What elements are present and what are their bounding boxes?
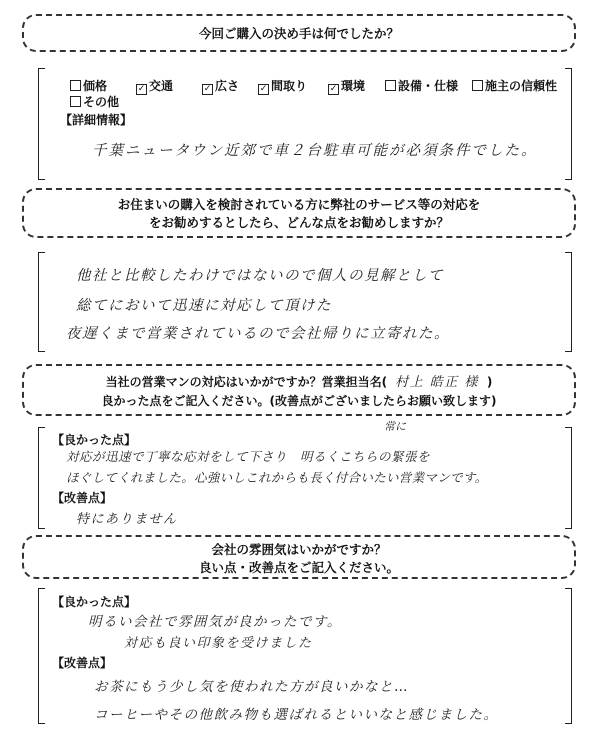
detail-label: 【詳細情報】 <box>60 113 133 127</box>
answer-1-bracket-right <box>565 68 572 180</box>
checkbox-label: 施主の信頼性 <box>485 79 558 93</box>
answer-3-bracket-right <box>565 427 572 529</box>
answer-2-line-1: 他社と比較したわけではないので個人の見解として <box>76 268 444 284</box>
checkbox-checked-icon[interactable]: ✓ <box>137 84 146 94</box>
answer-2-line-2: 総てにおいて迅速に対応して頂けた <box>76 298 332 314</box>
q3-good-label: 【良かった点】 <box>52 433 137 447</box>
question-4-box <box>22 535 576 579</box>
answer-4-bracket-right <box>565 588 572 724</box>
answer-2-bracket-left <box>38 252 45 352</box>
q3-improve-label: 【改善点】 <box>52 491 113 505</box>
q4-improve-line-1: お茶にもう少し気を使われた方が良いかなと… <box>94 679 409 695</box>
q3-good-insert: 常に <box>384 420 406 433</box>
q4-good-label: 【良かった点】 <box>52 595 137 609</box>
question-3-line-1-prefix: 当社の営業マンの対応はいかがですか？営業担当名( <box>105 375 388 389</box>
question-3-line-2: 良かった点をご記入ください。(改善点がございましたらお願い致します) <box>101 394 497 408</box>
checkbox-label: 間取り <box>271 79 308 93</box>
q4-good-line-2: 対応も良い印象を受けました <box>124 636 313 651</box>
checkbox-checked-icon[interactable]: ✓ <box>259 84 268 94</box>
checkbox-checked-icon[interactable]: ✓ <box>203 84 212 94</box>
checkbox-label: その他 <box>83 95 120 109</box>
checkbox-label: 環境 <box>341 79 366 93</box>
checkbox-item[interactable] <box>258 77 307 94</box>
sales-name: 村上 皓正 様 <box>395 375 479 390</box>
q3-good-line-1: 対応が迅速で丁寧な応対をして下さり 明るくこちらの緊張を <box>66 449 431 464</box>
q4-improve-line-2: コーヒーやその他飲み物も選ばれるといいなと感じました。 <box>94 707 499 723</box>
checkbox-empty-icon[interactable] <box>70 96 81 107</box>
question-1-box <box>22 14 576 52</box>
q4-good-line-1: 明るい会社で雰囲気が良かったです。 <box>88 614 342 630</box>
q4-improve-label: 【改善点】 <box>52 656 113 670</box>
answer-2-line-3: 夜遅くまで営業されているので会社帰りに立寄れた。 <box>66 326 450 342</box>
checkbox-item[interactable] <box>70 77 107 94</box>
checkbox-item[interactable] <box>202 77 239 94</box>
checkbox-item[interactable] <box>70 93 119 110</box>
checkbox-item[interactable] <box>136 77 173 94</box>
checkbox-empty-icon[interactable] <box>385 80 396 91</box>
checkbox-item[interactable] <box>385 77 458 94</box>
answer-1-bracket-left <box>38 68 45 180</box>
q3-good-line-2: ほぐしてくれました。心強いしこれからも長く付合いたい営業マンです。 <box>66 470 488 485</box>
checkbox-label: 価格 <box>83 79 108 93</box>
question-4-line-1: 会社の雰囲気はいかがですか？ <box>211 542 387 557</box>
checkbox-label: 交通 <box>149 79 174 93</box>
checkbox-item[interactable] <box>328 77 365 94</box>
checkbox-label: 設備・仕様 <box>398 79 459 93</box>
question-2-line-1: お住まいの購入を検討されている方に弊社のサービス等の対応を <box>117 197 481 212</box>
checkbox-label: 広さ <box>215 79 240 93</box>
detail-text: 千葉ニュータウン近郊で車２台駐車可能が必須条件でした。 <box>92 143 538 159</box>
q3-improve-text: 特にありません <box>76 512 178 527</box>
question-1-text: 今回ご購入の決め手は何でしたか？ <box>198 26 399 41</box>
checkbox-item[interactable] <box>472 77 557 94</box>
answer-3-bracket-left <box>38 427 45 529</box>
answer-2-bracket-right <box>565 252 572 352</box>
question-3-line-1 <box>24 373 574 392</box>
checkbox-checked-icon[interactable]: ✓ <box>329 84 338 94</box>
checkbox-empty-icon[interactable] <box>472 80 483 91</box>
question-2-line-2: をお勧めするとしたら、どんな点をお勧めしますか？ <box>148 215 449 230</box>
question-2-box <box>22 188 576 238</box>
answer-4-bracket-left <box>38 588 45 724</box>
question-3-line-1-suffix: ) <box>486 375 493 389</box>
question-4-line-2: 良い点・改善点をご記入ください。 <box>198 560 399 575</box>
question-3-box <box>22 364 576 416</box>
checkbox-empty-icon[interactable] <box>70 80 81 91</box>
